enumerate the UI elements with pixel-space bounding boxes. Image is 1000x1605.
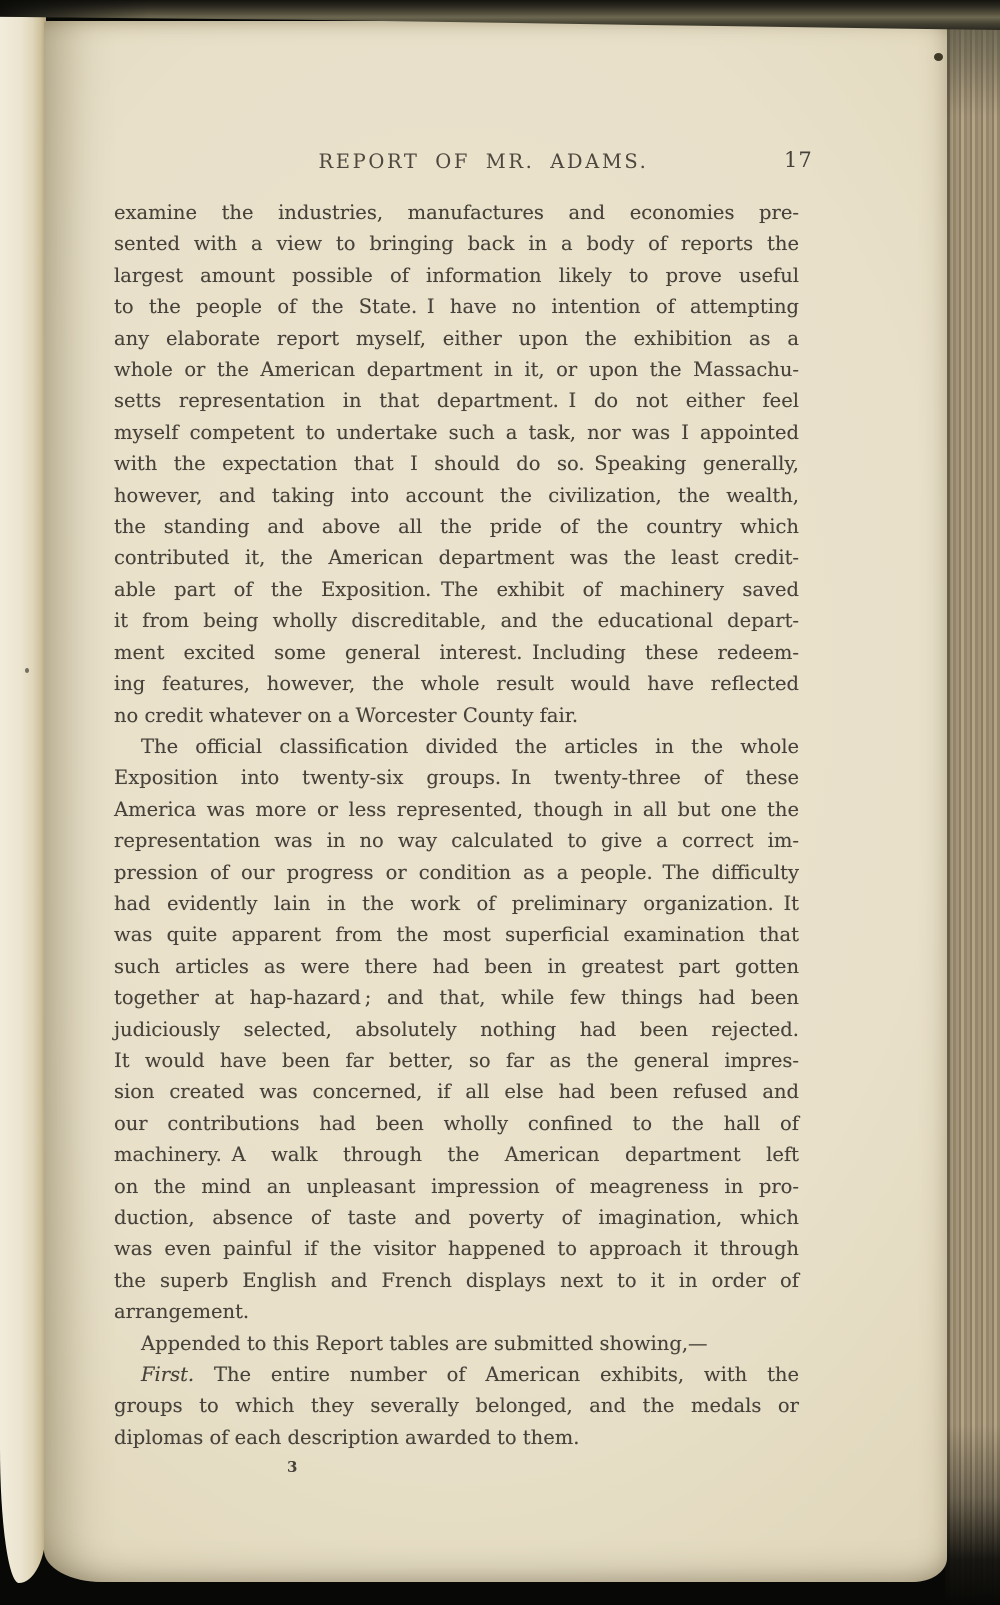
text-line: groups to which they severally belonged, and the medals or <box>114 1394 799 1418</box>
text-line: Exposition into twenty-six groups. In twenty-three of these <box>114 766 799 790</box>
text-line: with the expectation that I should do so. Speaking generally, <box>114 452 799 476</box>
text-line: was quite apparent from the most superficial examination that <box>114 923 799 947</box>
page-content <box>114 148 813 1453</box>
text-line: sion created was concerned, if all else had been refused and <box>114 1080 799 1104</box>
text-line: together at hap-hazard ; and that, while few things had been <box>114 986 799 1010</box>
italic-lead-word: First. <box>141 1363 195 1387</box>
paragraph-lines <box>114 731 799 1328</box>
text-line: myself competent to undertake such a task, nor was I appointed <box>114 420 799 444</box>
paragraph-1 <box>114 197 799 731</box>
running-title: REPORT OF MR. ADAMS. <box>318 150 649 173</box>
text-line: able part of the Exposition. The exhibit of machinery saved <box>114 577 799 601</box>
text-line: on the mind an unpleasant impression of meagreness in pro- <box>114 1174 799 1198</box>
facing-page-edge <box>0 15 46 1583</box>
text-line: diplomas of each description awarded to them. <box>114 1425 580 1449</box>
text-line: Appended to this Report tables are submitted showing,— <box>141 1331 708 1355</box>
text-line: machinery. A walk through the American department left <box>114 1143 799 1167</box>
text-line: no credit whatever on a Worcester County fair. <box>114 703 579 727</box>
text-run: The entire number of American exhibits, with the <box>194 1363 799 1387</box>
text-line: it from being wholly discreditable, and the educational depart- <box>114 609 799 633</box>
text-line: largest amount possible of information likely to prove useful <box>114 263 799 287</box>
page-header <box>114 148 813 177</box>
paragraph-4 <box>114 1359 799 1453</box>
paragraph-2 <box>114 731 799 1328</box>
text-line: the superb English and French displays next to it in order of <box>114 1268 799 1292</box>
text-line: whole or the American department in it, or upon the Massachu- <box>114 358 799 382</box>
text-line: representation was in no way calculated to give a correct im- <box>114 829 799 853</box>
paper-speck <box>934 53 943 61</box>
text-line: the standing and above all the pride of the country which <box>114 515 799 539</box>
text-line: examine the industries, manufactures and economies pre- <box>114 201 799 224</box>
text-line <box>114 1359 799 1390</box>
text-line: ing features, however, the whole result would have reflected <box>114 672 799 696</box>
text-line: sented with a view to bringing back in a body of reports the <box>114 232 799 256</box>
paper-speck <box>25 668 29 673</box>
text-line: duction, absence of taste and poverty of imagination, which <box>114 1206 799 1229</box>
text-line: any elaborate report myself, either upon the exhibition as a <box>114 326 799 350</box>
paragraph-lines <box>114 1328 799 1359</box>
text-line: America was more or less represented, though in all but one the <box>114 797 799 821</box>
text-line: judiciously selected, absolutely nothing had been rejected. <box>114 1017 799 1041</box>
text-line: such articles as were there had been in greatest part gotten <box>114 954 799 978</box>
text-line: ment excited some general interest. Including these redeem- <box>114 640 799 664</box>
text-line: setts representation in that department. I do not either feel <box>114 389 799 413</box>
text-line: our contributions had been wholly confined to the hall of <box>114 1111 799 1135</box>
text-line: however, and taking into account the civilization, the wealth, <box>114 483 799 507</box>
paragraph-3 <box>114 1328 799 1359</box>
page-number: 17 <box>784 148 813 172</box>
paragraph-lines <box>114 1390 799 1453</box>
book-fore-edge <box>945 2 1000 1605</box>
paragraph-lines <box>114 197 799 731</box>
signature-mark: 3 <box>287 1458 298 1476</box>
text-line: arrangement. <box>114 1300 250 1324</box>
text-line: pression of our progress or condition as a people. The difficulty <box>114 860 799 884</box>
text-line: The official classification divided the articles in the whole <box>141 734 799 758</box>
book-page <box>44 21 947 1582</box>
text-line: had evidently lain in the work of preliminary organization. It <box>114 891 799 915</box>
text-line: contributed it, the American department was the least credit- <box>114 546 799 570</box>
text-line: to the people of the State. I have no intention of attempting <box>114 295 799 319</box>
text-line: was even painful if the visitor happened to approach it through <box>114 1237 799 1261</box>
body-text <box>114 197 799 1453</box>
text-line: It would have been far better, so far as the general impres- <box>114 1048 799 1072</box>
